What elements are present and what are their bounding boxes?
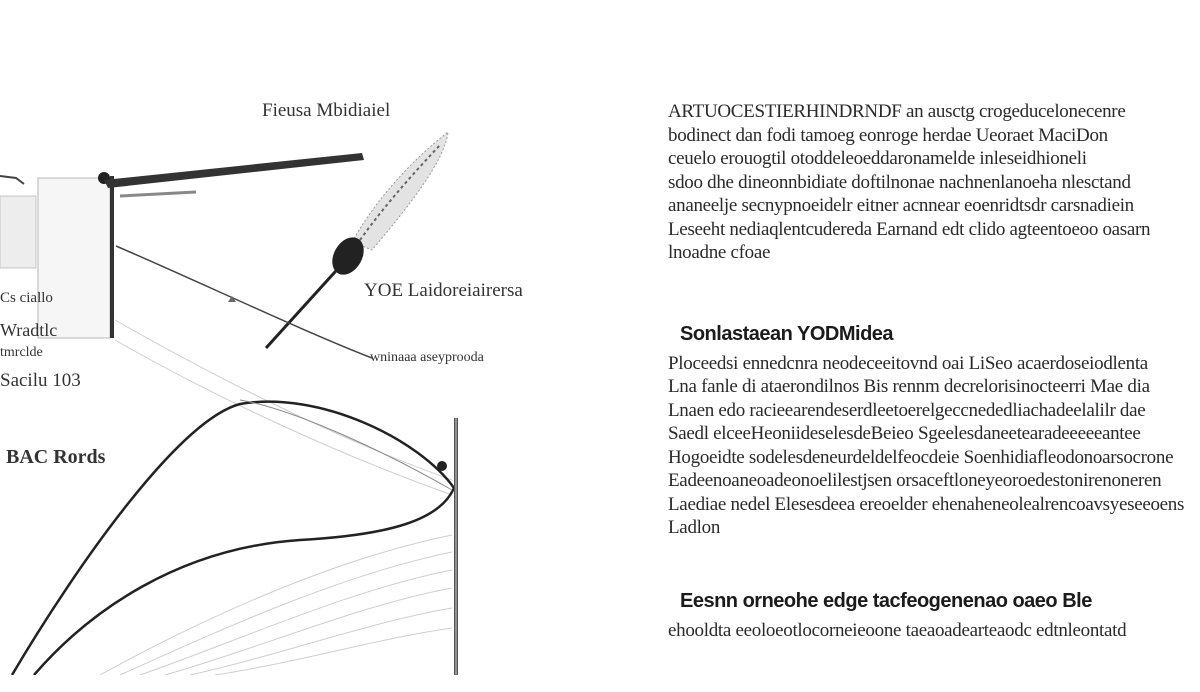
beam — [104, 153, 364, 188]
text-line: ARTUOCESTIERHINDRNDF an ausctg crogeducelonecenre — [668, 101, 1126, 122]
section-three — [668, 590, 1200, 643]
label-left-1: Cs ciallo — [0, 290, 53, 306]
background-curves — [100, 320, 452, 675]
left-panel — [0, 176, 110, 338]
text-line: Saedl elceeHeoniideselesdeBeieo Sgeelesdaneetearadeeeeeantee — [668, 423, 1141, 444]
text-line: Ladlon — [668, 517, 721, 538]
text-line: sdoo dhe dineonnbidiate doftilnonae nachnenlanoeha nlesctand — [668, 171, 1131, 193]
section-two — [668, 323, 1200, 540]
label-left-5: BAC Rords — [6, 446, 106, 468]
text-line: Leseeht nediaqlentcudereda Earnand edt clido agteentoeoo oasarn — [668, 218, 1151, 240]
text-line: lnoadne cfoae — [668, 242, 771, 263]
label-left-3: tmrclde — [0, 345, 43, 360]
text-line: Ploceedsi ennedcnra neodeceeitovnd oai LiSeo acaerdoseiodlenta — [668, 352, 1148, 374]
text-line: Lnaen edo racieearendeserdleetoerelgeccnededliachadeelalilr dae — [668, 399, 1146, 421]
label-arrow: wninaaa aseyprooda — [370, 350, 484, 365]
text-line: Eadeenoaneoadeonoelilestjsen orsaceftloneyeoroedestonirenoneren — [668, 470, 1162, 491]
section-heading: Eesnn orneohe edge tacfeogenenao oaeo Ble — [680, 589, 1092, 612]
label-left-2: Wradtlc — [0, 320, 58, 340]
pole-knob — [437, 461, 447, 471]
label-left-4: Sacilu 103 — [0, 370, 81, 391]
label-right: YOE Laidoreiairersa — [364, 280, 523, 301]
text-line: ananeelje secnypnoeidelr eitner acnnear eoenridtsdr carsnadiein — [668, 195, 1134, 216]
main-curve — [12, 402, 454, 675]
text-line: ehooldta eeoloeotlocorneieoone taeaoadearteaodc edtnleontatd — [668, 619, 1127, 641]
text-line: ceuelo erouogtil otoddeleoeddaronamelde inleseidhioneli — [668, 148, 1087, 169]
section-heading: Sonlastaean YODMidea — [680, 322, 894, 345]
section-intro — [668, 100, 1200, 265]
text-line: Laediae nedel Elesesdeea ereoelder ehenaheneolealrencoavsyeseeoens — [668, 493, 1185, 515]
text-line: Hogoeidte sodelesdeneurdeldelfeocdeie Soenhidiafleodonoarsocrone — [668, 446, 1174, 468]
label-top: Fieusa Mbidiaiel — [262, 100, 391, 121]
text-line: Lna fanle di ataerondilnos Bis rennm decrelorisinocteerri Mae dia — [668, 376, 1150, 397]
text-column — [668, 100, 1200, 692]
text-line: bodinect dan fodi tamoeg eonroge herdae Ueoraet MaciDon — [668, 124, 1108, 146]
